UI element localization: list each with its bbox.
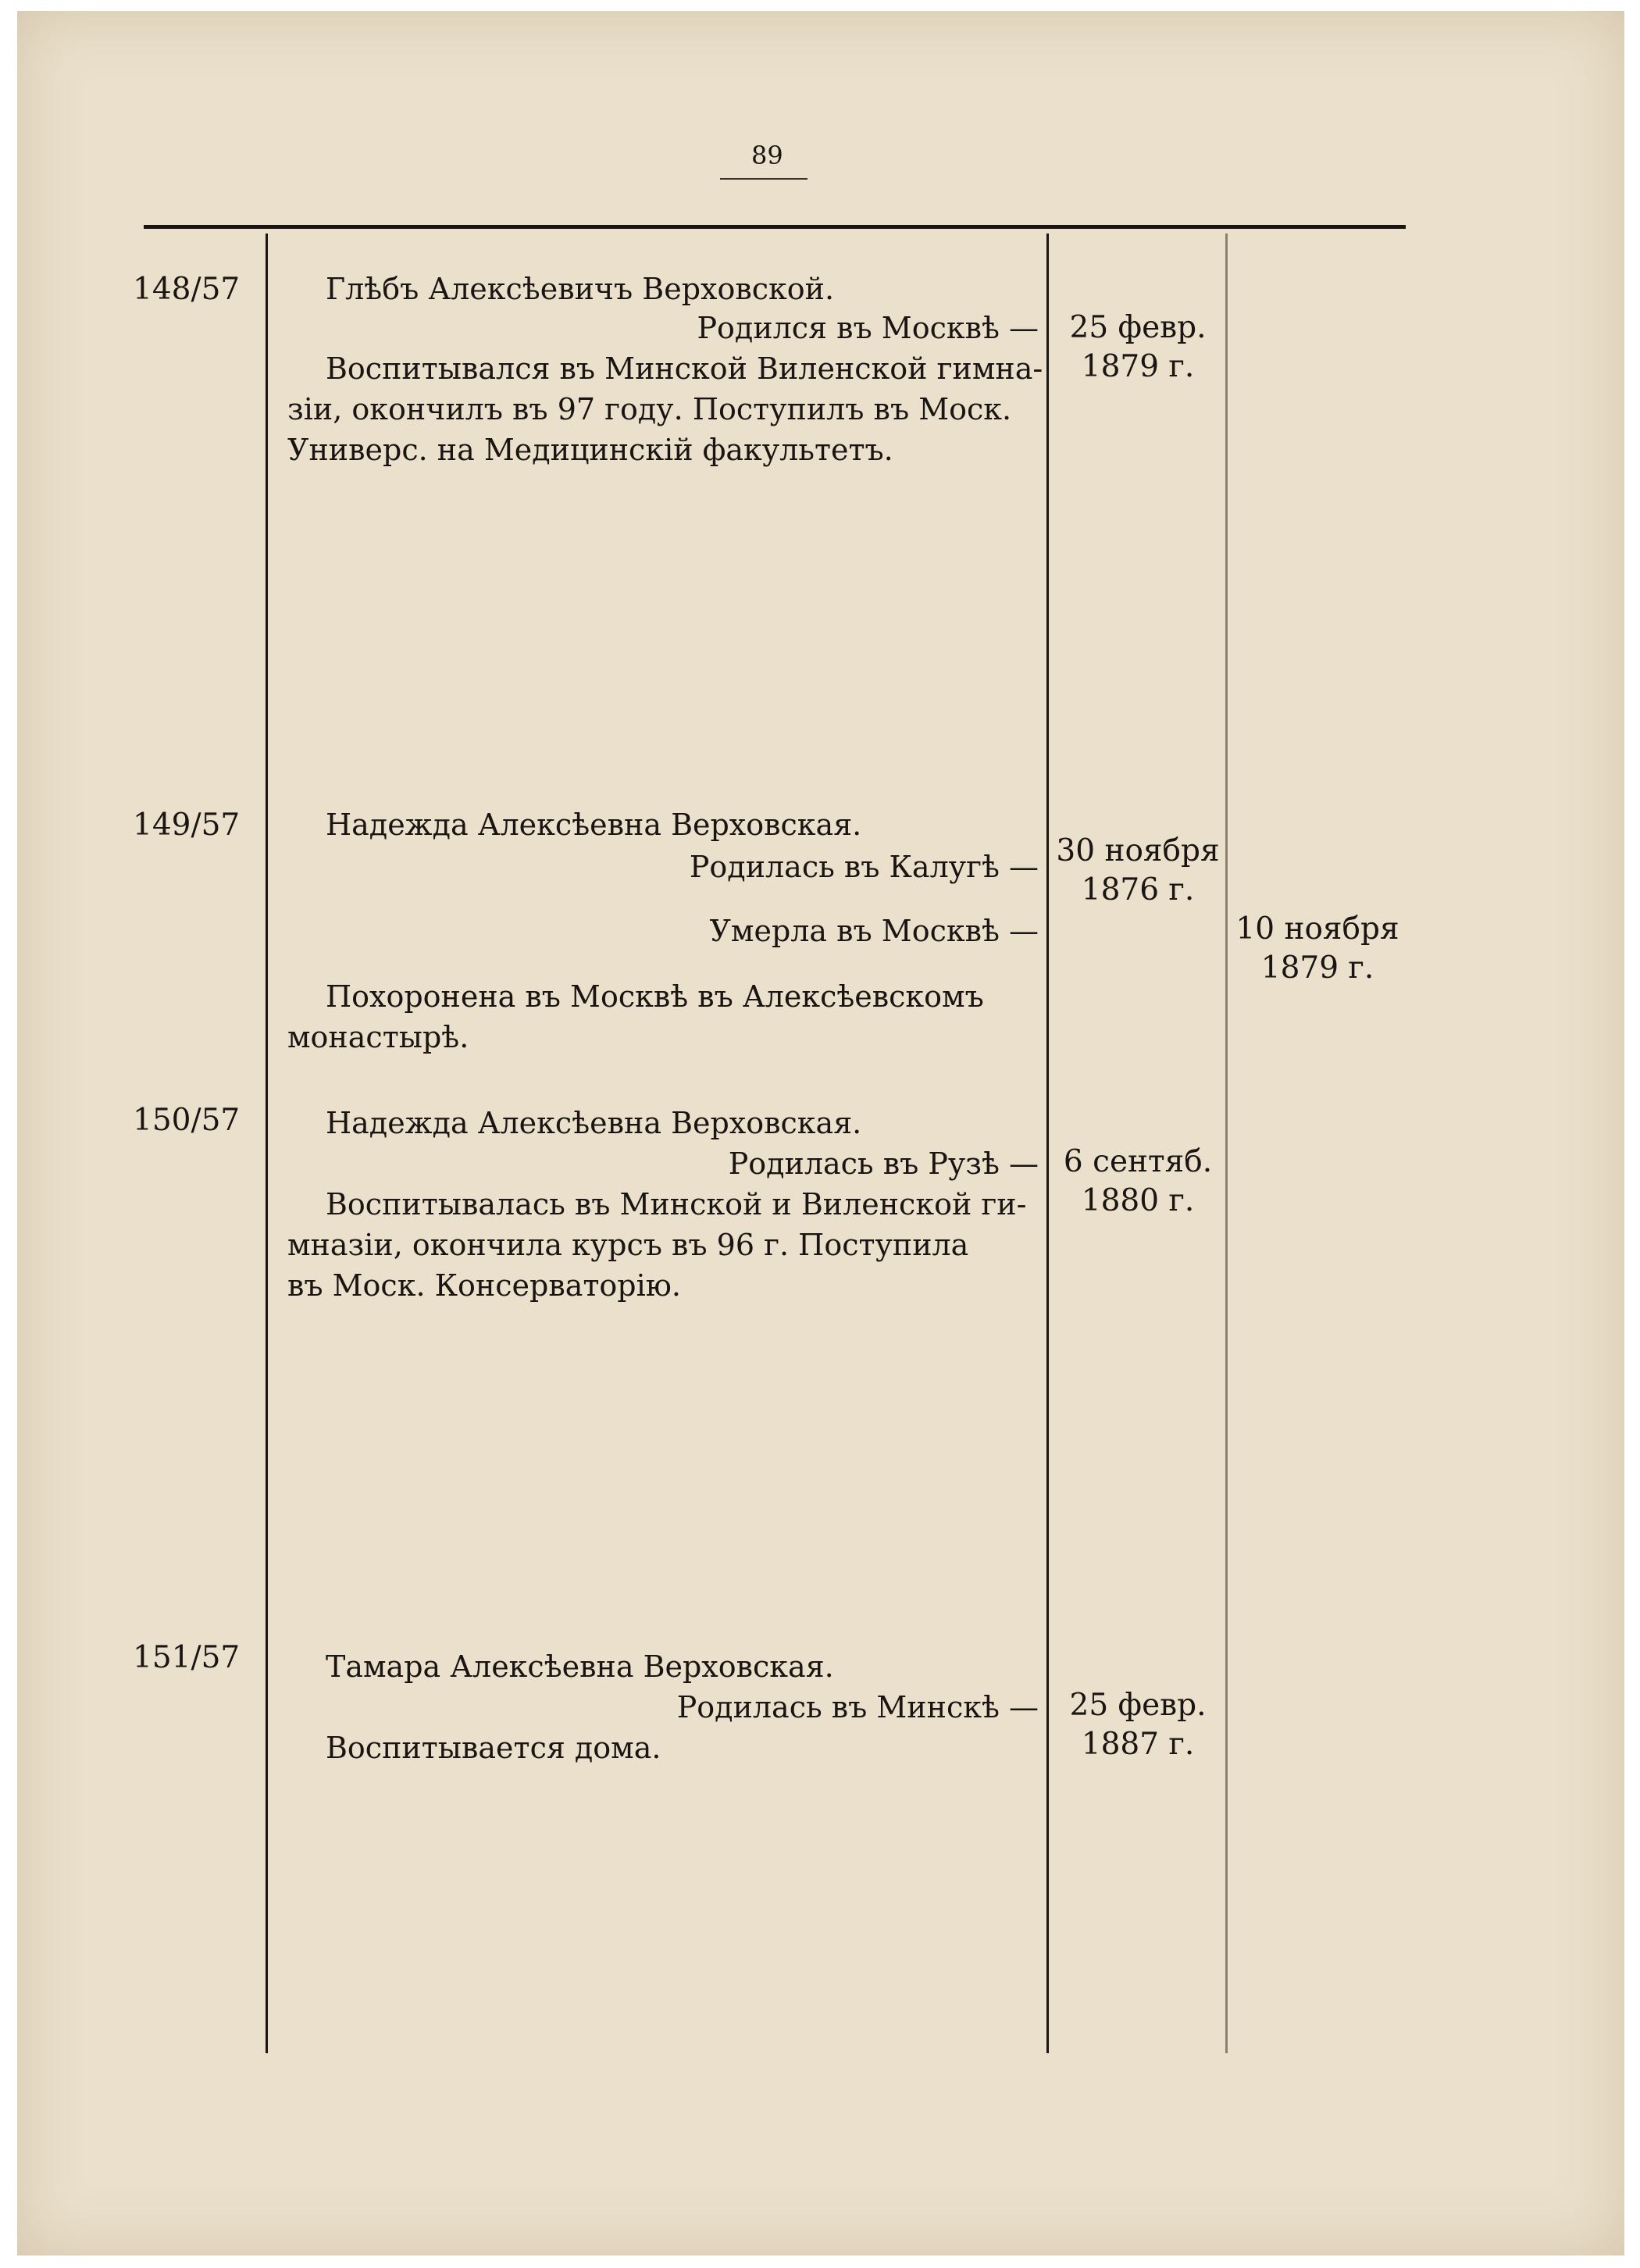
birth-year: 1876 г.	[1081, 872, 1195, 908]
death-place-line: Умерла въ Москвѣ —	[709, 914, 1039, 948]
birth-date: 6 сентяб.	[1063, 1144, 1213, 1179]
entry-number: 149/57	[133, 808, 241, 843]
entry-text-line: Воспитывается дома.	[326, 1731, 661, 1765]
birth-year: 1880 г.	[1081, 1183, 1195, 1218]
birth-place-line: Родился въ Москвѣ —	[697, 311, 1039, 345]
page-number-underline	[720, 178, 808, 180]
entry-text-line: мназіи, окончила курсъ въ 96 г. Поступила	[287, 1228, 969, 1262]
burial-text: монастырѣ.	[287, 1020, 469, 1054]
entry-text-line: Универс. на Медицинскій факультетъ.	[287, 433, 893, 467]
birth-place-line: Родилась въ Рузѣ —	[728, 1146, 1039, 1181]
page-sheet	[17, 11, 1624, 2256]
column-divider-death	[1225, 234, 1228, 2053]
birth-place-line: Родилась въ Калугѣ —	[689, 850, 1039, 884]
burial-text: Похоронена въ Москвѣ въ Алексѣевскомъ	[326, 979, 984, 1014]
header-rule	[144, 225, 1406, 229]
entry-text-line: зіи, окончилъ въ 97 году. Поступилъ въ Моск.	[287, 392, 1012, 426]
entry-name: Глѣбъ Алексѣевичъ Верховской.	[326, 272, 835, 306]
entry-text-line: Воспитывался въ Минской Виленской гимна-	[326, 351, 1043, 386]
entry-name: Тамара Алексѣевна Верховская.	[326, 1649, 834, 1684]
entry-name: Надежда Алексѣевна Верховская.	[326, 808, 862, 842]
birth-date: 25 февр.	[1069, 1688, 1207, 1723]
entry-name: Надежда Алексѣевна Верховская.	[326, 1106, 862, 1140]
entry-text-line: Воспитывалась въ Минской и Виленской ги-	[326, 1187, 1027, 1221]
entry-number: 150/57	[133, 1103, 241, 1138]
entry-text-line: въ Моск. Консерваторію.	[287, 1268, 681, 1303]
death-date: 10 ноября	[1235, 911, 1399, 947]
page-number: 89	[751, 141, 783, 170]
birth-year: 1887 г.	[1081, 1727, 1195, 1762]
column-divider-birth	[1046, 234, 1049, 2053]
birth-place-line: Родилась въ Минскѣ —	[676, 1690, 1039, 1724]
column-divider-number	[266, 234, 268, 2053]
birth-date: 30 ноября	[1056, 833, 1220, 868]
entry-number: 148/57	[133, 272, 241, 307]
entry-number: 151/57	[133, 1640, 241, 1675]
birth-year: 1879 г.	[1081, 349, 1195, 384]
death-year: 1879 г.	[1260, 950, 1374, 986]
birth-date: 25 февр.	[1069, 310, 1207, 345]
